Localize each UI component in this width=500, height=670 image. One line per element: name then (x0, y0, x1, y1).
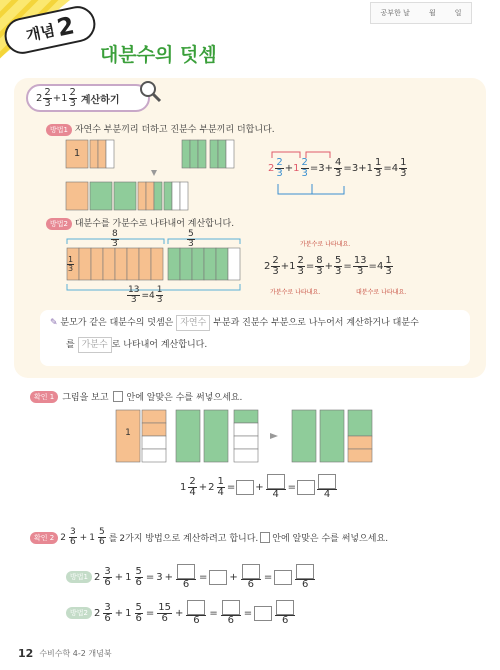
method1-equation: 2 $\frac{2}{3}$ + 1 $\frac{2}{3}$ = 3 + $\frac{4}{3}$ = 3 + 1 $\frac{1}{3}$ = 4 $\frac{1}{3}$ (268, 157, 407, 179)
q2-method2-row: 방법2 2 $\frac{3}{6}$ + 1 $\frac{5}{6}$ = $\frac{15}{6}$ + 6 = 6 = 6 (66, 600, 296, 626)
day-unit: 일 (454, 9, 462, 17)
note-left: 가분수로 나타내요. (270, 289, 321, 296)
q1-prompt: 확인 1 그림을 보고 안에 알맞은 수를 써넣으세요. (30, 390, 242, 403)
brace-label-right: $\frac{5}{3}$ (188, 229, 194, 249)
method1-cell-label: 1 (73, 148, 81, 159)
page-title: 대분수의 덧셈 (100, 44, 217, 66)
month-unit: 월 (428, 9, 436, 17)
q1-figure (114, 408, 376, 464)
q2-method1-row: 방법1 2 $\frac{3}{6}$ + 1 $\frac{5}{6}$ = 3 + 6 = + 6 = 6 (66, 564, 316, 590)
fig2-cell-label: $\frac{1}{3}$ (68, 255, 74, 273)
summary-blank-1: 자연수 (176, 315, 210, 331)
topic-pill: 2 $\frac{2}{3}$ + 1 $\frac{2}{3}$ 계산하기 (26, 84, 150, 112)
method1-text: 자연수 부분끼리 더하고 진분수 부분끼리 더합니다. (74, 125, 275, 135)
note-right: 대분수로 나타내요. (356, 289, 407, 296)
method2-tag: 방법2 (46, 218, 72, 230)
q2-prompt: 확인 2 2 $\frac{3}{6}$ + 1 $\frac{5}{6}$ 를 2가지 방법으로 계산하려고 합니다. 안에 알맞은 수를 써넣으세요. (30, 528, 388, 547)
q2-m2-answer-2[interactable] (222, 600, 240, 615)
q2-m1-answer-1[interactable] (177, 564, 195, 579)
q1-tag: 확인 1 (30, 391, 58, 403)
note-top: 가분수로 나타내요. (300, 241, 351, 248)
book-title: 수비수학 4-2 개념북 (39, 649, 112, 658)
q1-answer-3[interactable] (297, 480, 315, 495)
method1-figure (64, 138, 264, 212)
q2-example-box (260, 532, 270, 543)
q2-tag: 확인 2 (30, 532, 58, 544)
study-date-box (370, 2, 472, 24)
footer (18, 647, 112, 660)
magnifier-icon (137, 78, 163, 104)
q2-m2-answer-1[interactable] (187, 600, 205, 615)
q2-m1-answer-3[interactable] (242, 564, 260, 579)
brace-label-left: $\frac{8}{3}$ (112, 229, 118, 249)
topic-suffix: 계산하기 (80, 94, 120, 106)
q1-answer-1[interactable] (236, 480, 254, 495)
method2-equation: 2 $\frac{2}{3}$ + 1 $\frac{2}{3}$ = $\frac{8}{3}$ + $\frac{5}{3}$ = $\frac{13}{3}$ = 4 $\frac{1}{3}$ (264, 255, 392, 277)
q1-answer-2[interactable] (267, 474, 285, 489)
q2-m2-answer-4[interactable] (276, 600, 294, 615)
q2-method1-tag: 방법1 (66, 571, 92, 583)
summary-blank-2: 가분수 (78, 337, 112, 353)
q1-equation: 1 $\frac{2}{4}$ + 2 $\frac{1}{4}$ = + 4 = 4 (180, 474, 338, 500)
pencil-icon: ✎ (50, 318, 58, 328)
method1-tag: 방법1 (46, 124, 72, 136)
q2-method2-tag: 방법2 (66, 607, 92, 619)
q2-m2-answer-3[interactable] (254, 606, 272, 621)
q2-m1-answer-4[interactable] (274, 570, 292, 585)
method2-text: 대분수를 가분수로 나타내어 계산합니다. (74, 219, 235, 229)
badge-number: 2 (54, 11, 77, 43)
summary-card: ✎ 분모가 같은 대분수의 덧셈은 자연수 부분과 진분수 부분으로 나누어서 계산하거나 대분수 를 가분수 로 나타내어 계산합니다. (40, 310, 470, 366)
q1-fig-label: 1 (125, 428, 131, 438)
brace-label-bottom: $\frac{13}{3}$ = 4 $\frac{1}{3}$ (128, 285, 163, 305)
q1-example-box (113, 391, 123, 402)
study-label: 공부한 날 (380, 9, 410, 17)
q1-answer-4[interactable] (318, 474, 336, 489)
q2-m1-answer-5[interactable] (296, 564, 314, 579)
page-number: 12 (18, 647, 34, 660)
q2-m1-answer-2[interactable] (209, 570, 227, 585)
badge-word: 개념 (24, 20, 57, 45)
